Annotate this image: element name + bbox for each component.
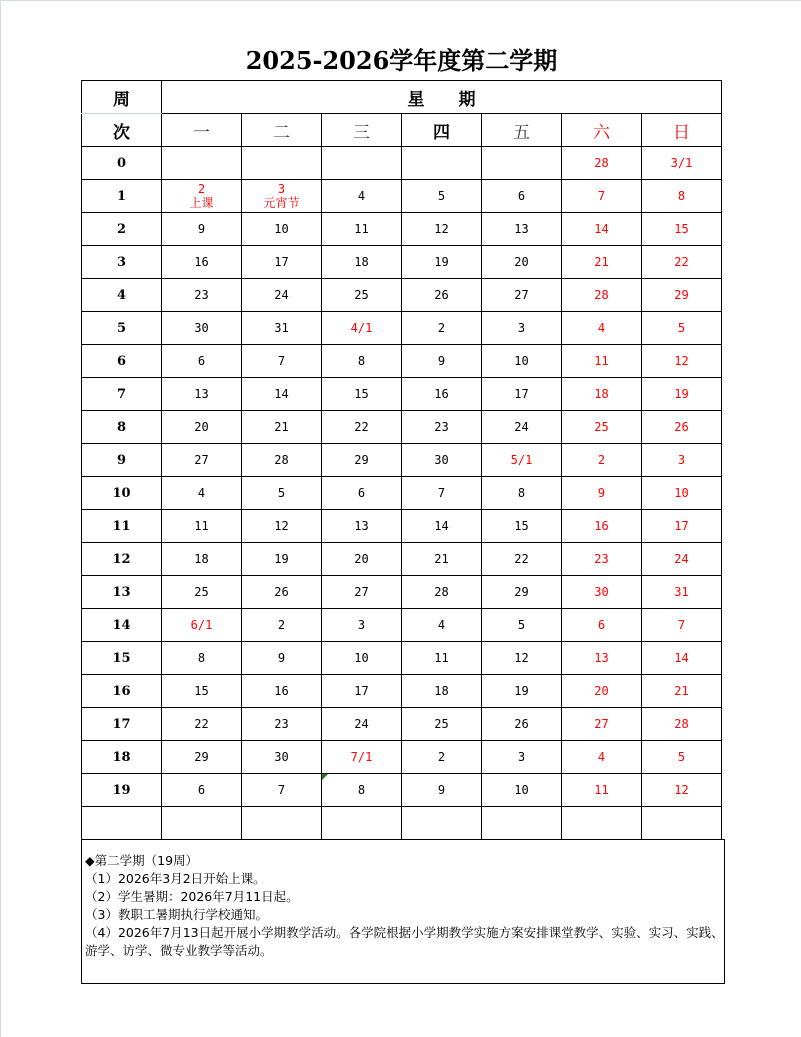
day-cell[interactable]: 20: [162, 411, 242, 444]
table-row: [82, 642, 722, 675]
day-cell[interactable]: 16: [162, 246, 242, 279]
weekday-group-header[interactable]: 星 期: [162, 81, 722, 114]
day-cell[interactable]: 2: [242, 609, 322, 642]
day-cell[interactable]: [482, 807, 562, 840]
table-row: [82, 246, 722, 279]
day-cell[interactable]: 22: [162, 708, 242, 741]
day-cell[interactable]: 6/1: [162, 609, 242, 642]
week-number-cell[interactable]: 19: [82, 774, 162, 807]
day-cell[interactable]: 21: [402, 543, 482, 576]
day-cell[interactable]: 21: [642, 675, 722, 708]
day-cell[interactable]: 17: [642, 510, 722, 543]
day-cell[interactable]: 14: [402, 510, 482, 543]
day-cell[interactable]: 22: [642, 246, 722, 279]
day-cell[interactable]: 26: [402, 279, 482, 312]
day-cell[interactable]: 30: [402, 444, 482, 477]
day-cell[interactable]: 23: [242, 708, 322, 741]
week-number-cell[interactable]: 7: [82, 378, 162, 411]
week-number-cell[interactable]: 3: [82, 246, 162, 279]
day-cell[interactable]: 8: [642, 180, 722, 213]
calendar-table: [81, 80, 722, 840]
day-cell[interactable]: 12: [642, 345, 722, 378]
page-title: 2025-2026学年度第二学期: [245, 46, 558, 75]
week-header-bottom[interactable]: 次: [82, 114, 162, 147]
table-row: [82, 576, 722, 609]
day-cell[interactable]: [562, 807, 642, 840]
week-number-cell[interactable]: 5: [82, 312, 162, 345]
weekday-header-wed[interactable]: 三: [322, 114, 402, 147]
day-cell[interactable]: 13: [562, 642, 642, 675]
day-cell[interactable]: 7: [242, 774, 322, 807]
day-cell[interactable]: 6: [562, 609, 642, 642]
table-row: [82, 180, 722, 213]
day-cell[interactable]: 17: [322, 675, 402, 708]
weekday-header-fri[interactable]: 五: [482, 114, 562, 147]
day-cell[interactable]: 5: [242, 477, 322, 510]
day-cell[interactable]: 28: [242, 444, 322, 477]
day-cell[interactable]: 30: [242, 741, 322, 774]
day-cell[interactable]: 28: [642, 708, 722, 741]
day-cell[interactable]: 27: [162, 444, 242, 477]
day-cell[interactable]: [642, 807, 722, 840]
day-cell[interactable]: 9: [242, 642, 322, 675]
day-cell[interactable]: 10: [642, 477, 722, 510]
table-row: [82, 378, 722, 411]
day-cell[interactable]: 16: [562, 510, 642, 543]
day-cell[interactable]: 16: [242, 675, 322, 708]
day-cell[interactable]: 3: [482, 312, 562, 345]
day-cell[interactable]: 20: [322, 543, 402, 576]
week-number-cell[interactable]: 15: [82, 642, 162, 675]
day-cell[interactable]: 9: [562, 477, 642, 510]
day-cell[interactable]: 27: [562, 708, 642, 741]
day-cell[interactable]: 7: [562, 180, 642, 213]
day-cell[interactable]: 18: [562, 378, 642, 411]
day-cell[interactable]: 23: [162, 279, 242, 312]
day-cell[interactable]: 10: [322, 642, 402, 675]
day-cell[interactable]: 24: [642, 543, 722, 576]
day-cell[interactable]: 9: [162, 213, 242, 246]
table-row: [82, 279, 722, 312]
day-cell[interactable]: 17: [482, 378, 562, 411]
day-cell[interactable]: 5: [642, 741, 722, 774]
day-cell[interactable]: 23: [402, 411, 482, 444]
notes-heading: ◆第二学期（19周）: [85, 853, 199, 868]
day-cell[interactable]: 11: [322, 213, 402, 246]
day-cell[interactable]: 14: [242, 378, 322, 411]
day-cell[interactable]: 29: [482, 576, 562, 609]
day-cell-with-comment[interactable]: 8: [322, 774, 402, 807]
day-cell[interactable]: [402, 807, 482, 840]
day-cell[interactable]: 3: [322, 609, 402, 642]
day-cell[interactable]: 10: [242, 213, 322, 246]
note-item: （4）2026年7月13日起开展小学期教学活动。各学院根据小学期教学实施方案安排课堂教学、实验、实习、实践、游学、访学、微专业教学等活动。: [85, 925, 724, 958]
day-cell[interactable]: 2: [402, 741, 482, 774]
day-cell[interactable]: 8: [322, 345, 402, 378]
day-cell[interactable]: 26: [642, 411, 722, 444]
week-number-cell[interactable]: 8: [82, 411, 162, 444]
day-event-label: 上课: [189, 196, 214, 210]
week-number-cell[interactable]: 4: [82, 279, 162, 312]
table-row: [82, 543, 722, 576]
week-number-cell[interactable]: 10: [82, 477, 162, 510]
day-cell[interactable]: 25: [562, 411, 642, 444]
day-cell[interactable]: 5: [642, 312, 722, 345]
day-cell[interactable]: 10: [482, 345, 562, 378]
day-cell[interactable]: 14: [642, 642, 722, 675]
day-cell[interactable]: 7/1: [322, 741, 402, 774]
day-cell[interactable]: 13: [482, 213, 562, 246]
day-cell[interactable]: 5: [402, 180, 482, 213]
day-cell[interactable]: [482, 147, 562, 180]
day-cell[interactable]: 18: [162, 543, 242, 576]
day-cell[interactable]: 7: [242, 345, 322, 378]
day-cell[interactable]: [162, 807, 242, 840]
day-cell[interactable]: 12: [642, 774, 722, 807]
day-cell[interactable]: 15: [162, 675, 242, 708]
day-cell[interactable]: 6: [482, 180, 562, 213]
day-cell[interactable]: [242, 807, 322, 840]
day-cell[interactable]: 12: [402, 213, 482, 246]
day-cell[interactable]: 8: [162, 642, 242, 675]
week-number-cell[interactable]: 13: [82, 576, 162, 609]
day-cell[interactable]: 26: [242, 576, 322, 609]
day-cell[interactable]: 18: [402, 675, 482, 708]
day-cell[interactable]: 6: [162, 774, 242, 807]
day-cell[interactable]: 25: [322, 279, 402, 312]
day-cell[interactable]: 30: [162, 312, 242, 345]
note-item: （3）教职工暑期执行学校通知。: [85, 907, 268, 922]
day-cell[interactable]: 11: [162, 510, 242, 543]
weekday-header-sun[interactable]: 日: [642, 114, 722, 147]
table-row: [82, 774, 722, 807]
week-number-cell[interactable]: 18: [82, 741, 162, 774]
notes-box[interactable]: [81, 839, 725, 984]
day-cell[interactable]: 21: [562, 246, 642, 279]
day-cell[interactable]: 3: [482, 741, 562, 774]
week-number-cell[interactable]: 14: [82, 609, 162, 642]
day-cell[interactable]: 19: [642, 378, 722, 411]
table-row: [82, 345, 722, 378]
day-cell[interactable]: 20: [562, 675, 642, 708]
table-row: [82, 312, 722, 345]
day-event-label: 元宵节: [263, 196, 300, 210]
day-cell[interactable]: 5/1: [482, 444, 562, 477]
table-row: [82, 807, 722, 840]
day-cell[interactable]: [242, 180, 322, 213]
day-cell[interactable]: 24: [482, 411, 562, 444]
day-cell[interactable]: 7: [642, 609, 722, 642]
table-row: [82, 609, 722, 642]
day-cell[interactable]: 18: [322, 246, 402, 279]
day-cell[interactable]: [162, 180, 242, 213]
header-row-1: [82, 81, 722, 114]
day-cell[interactable]: 2: [402, 312, 482, 345]
day-cell[interactable]: 3: [642, 444, 722, 477]
week-number-cell[interactable]: 6: [82, 345, 162, 378]
weekday-header-thu[interactable]: 四: [402, 114, 482, 147]
day-cell[interactable]: 29: [322, 444, 402, 477]
day-cell[interactable]: 19: [242, 543, 322, 576]
day-cell[interactable]: 15: [482, 510, 562, 543]
day-cell[interactable]: 27: [482, 279, 562, 312]
day-cell[interactable]: 4: [322, 180, 402, 213]
day-cell[interactable]: 30: [562, 576, 642, 609]
note-item: （2）学生暑期：2026年7月11日起。: [85, 889, 299, 904]
day-cell[interactable]: 25: [162, 576, 242, 609]
day-cell[interactable]: 4: [562, 312, 642, 345]
week-number-cell[interactable]: 12: [82, 543, 162, 576]
day-cell[interactable]: 29: [642, 279, 722, 312]
day-cell[interactable]: 24: [322, 708, 402, 741]
table-row: [82, 510, 722, 543]
note-item: （1）2026年3月2日开始上课。: [85, 871, 266, 886]
day-cell[interactable]: 12: [482, 642, 562, 675]
day-cell[interactable]: [402, 147, 482, 180]
day-cell[interactable]: [242, 147, 322, 180]
table-row: [82, 708, 722, 741]
week-number-cell[interactable]: 0: [82, 147, 162, 180]
day-cell[interactable]: 19: [482, 675, 562, 708]
weekday-header-sat[interactable]: 六: [562, 114, 642, 147]
day-cell[interactable]: 6: [322, 477, 402, 510]
table-row: [82, 444, 722, 477]
day-cell[interactable]: 11: [402, 642, 482, 675]
table-row: [82, 411, 722, 444]
table-row: [82, 741, 722, 774]
day-cell[interactable]: 13: [322, 510, 402, 543]
day-cell[interactable]: 19: [402, 246, 482, 279]
day-cell[interactable]: 22: [482, 543, 562, 576]
day-cell[interactable]: 6: [162, 345, 242, 378]
day-cell[interactable]: 27: [322, 576, 402, 609]
table-row: [82, 147, 722, 180]
day-cell[interactable]: 4/1: [322, 312, 402, 345]
day-cell[interactable]: 31: [642, 576, 722, 609]
week-number-cell[interactable]: 16: [82, 675, 162, 708]
day-cell[interactable]: [322, 807, 402, 840]
table-row: [82, 213, 722, 246]
week-header-top[interactable]: 周: [82, 81, 162, 114]
day-cell[interactable]: [322, 147, 402, 180]
week-number-cell[interactable]: 1: [82, 180, 162, 213]
day-cell[interactable]: 28: [562, 279, 642, 312]
day-cell[interactable]: 25: [402, 708, 482, 741]
day-cell[interactable]: 28: [562, 147, 642, 180]
weekday-header-mon[interactable]: 一: [162, 114, 242, 147]
day-cell[interactable]: [162, 147, 242, 180]
day-cell[interactable]: 9: [402, 774, 482, 807]
day-cell[interactable]: 5: [482, 609, 562, 642]
week-number-cell[interactable]: 9: [82, 444, 162, 477]
header-row-2: [82, 114, 722, 147]
day-cell[interactable]: 9: [402, 345, 482, 378]
day-cell[interactable]: 4: [162, 477, 242, 510]
day-cell[interactable]: 11: [562, 774, 642, 807]
day-cell[interactable]: 13: [162, 378, 242, 411]
day-cell[interactable]: 26: [482, 708, 562, 741]
day-cell[interactable]: 22: [322, 411, 402, 444]
day-cell[interactable]: 4: [402, 609, 482, 642]
day-cell[interactable]: 7: [402, 477, 482, 510]
day-cell[interactable]: 11: [562, 345, 642, 378]
day-cell[interactable]: 21: [242, 411, 322, 444]
day-cell[interactable]: 15: [322, 378, 402, 411]
day-cell[interactable]: 8: [482, 477, 562, 510]
day-cell[interactable]: 3/1: [642, 147, 722, 180]
day-cell[interactable]: 29: [162, 741, 242, 774]
day-cell[interactable]: 16: [402, 378, 482, 411]
day-cell[interactable]: 17: [242, 246, 322, 279]
week-number-cell[interactable]: 2: [82, 213, 162, 246]
day-cell[interactable]: 15: [642, 213, 722, 246]
day-cell[interactable]: 31: [242, 312, 322, 345]
week-number-cell[interactable]: 17: [82, 708, 162, 741]
day-cell[interactable]: 2: [562, 444, 642, 477]
day-cell[interactable]: 14: [562, 213, 642, 246]
day-cell[interactable]: 12: [242, 510, 322, 543]
day-cell[interactable]: 24: [242, 279, 322, 312]
day-cell[interactable]: 23: [562, 543, 642, 576]
weekday-header-tue[interactable]: 二: [242, 114, 322, 147]
day-cell[interactable]: 28: [402, 576, 482, 609]
table-row: [82, 477, 722, 510]
table-row: [82, 675, 722, 708]
day-cell[interactable]: 4: [562, 741, 642, 774]
week-number-cell[interactable]: [82, 807, 162, 840]
day-cell[interactable]: 20: [482, 246, 562, 279]
week-number-cell[interactable]: 11: [82, 510, 162, 543]
day-cell[interactable]: 10: [482, 774, 562, 807]
day-number: 2: [197, 182, 206, 196]
day-number: 3: [277, 182, 286, 196]
